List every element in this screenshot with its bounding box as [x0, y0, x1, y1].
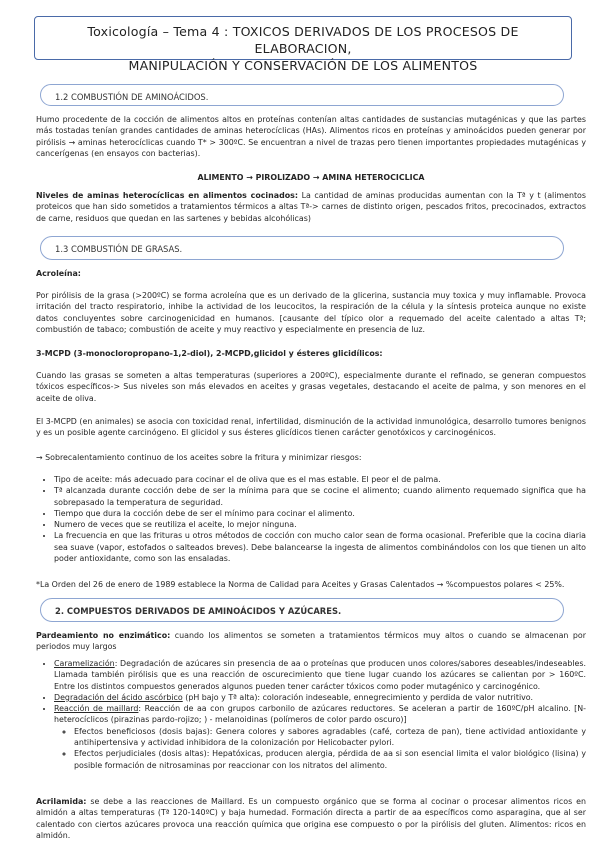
mcpd-paragraph-2: El 3-MCPD (en animales) se asocia con toxicidad renal, infertilidad, disminución de la actividad inmunológica, desarrollo tumores benignos y es un posible agente carcinógeno. El glicidol y sus ésteres glicídicos tienen carácter genotóxicos y carcinogénicos.	[36, 417, 586, 438]
page-title-line1: Toxicología – Tema 4 : TOXICOS DERIVADOS DE LOS PROCESOS DE ELABORACION,	[87, 24, 519, 56]
minimize-risks-line: → Sobrecalentamiento continuo de los aceites sobre la fritura y minimizar riesgos:	[36, 453, 362, 462]
caramelizacion-item: • Caramelización: Degradación de azúcares sin presencia de aa o proteínas que producen unos colores/sabores deseables/indeseables. Llamada también pirólisis que es una reacción de oscurecimiento que tiene lugar cuando los azúcares se calientan por > 160ºC. Entre los distintos compuestos generados algunos pueden tener carácter tóxicos como poder mutagénico y carcinogénico.	[54, 658, 586, 692]
risk-bullet: • Tiempo que dura la cocción debe de ser el mínimo para cocinar el alimento.	[54, 508, 586, 519]
section-1-2-heading: 1.2 COMBUSTIÓN DE AMINOÁCIDOS.	[40, 84, 564, 106]
maillard-item: • Reacción de maillard: Reacción de aa con grupos carbonilo de azúcares reductores. Se aceleran a partir de 160ºC/pH alcalino. [N-heterocíclicos (pirazinas pardo-rojizo; ) - melanoidinas (polímeros de color pardo oscuro)] ◦ Efectos beneficiosos (dosis bajas): Genera colores y sabores agradables (café, corteza de pan), tiene actividad antioxidante y antihipertensiva y actividad inhibidora de la colonización por Helicobacter pylori. ◦ Efectos perjudiciales (dosis altas): Hepatóxicas, producen alergia, pérdida de aa si son esencial limita el valor biológico (lisina) y posible formación de nitrosaminas por reaccionar con los nitratos del alimento.	[54, 703, 586, 771]
mcpd-title: 3-MCPD (3-monocloropropano-1,2-diol), 2-MCPD,glicidol y ésteres glicidílicos:	[36, 349, 383, 358]
oil-norm-footnote: *La Orden del 26 de enero de 1989 establece la Norma de Calidad para Aceites y Grasas Calentados → %compuestos polares < 25%.	[36, 580, 565, 589]
beneficial-effects: ◦ Efectos beneficiosos (dosis bajas): Genera colores y sabores agradables (café, corteza de pan), tiene actividad antioxidante y antihipertensiva y actividad inhibidora de la colonización por Helicobacter pylori.	[74, 726, 586, 749]
pardeamiento-list	[36, 658, 586, 771]
section-1-2-intro: Humo procedente de la cocción de alimentos altos en proteínas contenían altas cantidades de sustancias mutagénicas y que las partes más tostadas tenían grandes cantidades de aminas heterocíclicas (HAs). Alimentos ricos en proteínas y aminoácidos pueden generar por pirólisis → aminas heterocíclicas cuando T* > 300ºC. Se encuentran a nivel de trazas pero tienen importantes propiedades mutagénicas y cancerígenas (en ensayos con bacterias).	[36, 115, 586, 158]
section-2-heading: 2. COMPUESTOS DERIVADOS DE AMINOÁCIDOS Y AZÚCARES.	[40, 598, 564, 622]
pyrolysis-flow: ALIMENTO → PIROLIZADO → AMINA HETEROCICLICA	[197, 173, 425, 182]
page-title-line2: MANIPULACIÓN Y CONSERVACIÓN DE LOS ALIMENTOS	[128, 58, 478, 73]
acroleina-paragraph: Por pirólisis de la grasa (>200ºC) se forma acroleína que es un derivado de la glicerina, sustancia muy toxica y muy inflamable. Provoca irritación del tracto respiratorio, inhibe la actividad de los leucocitos, la respiración de la célula y la síntesis proteica aunque no existe datos concluyentes sobre carcinogenicidad en humanos. [causante del típico olor a requemado del aceite calentado a altas Tª; combustión de tabaco; combustión de aceite y muy reactivo y especialmente en presencia de luz.	[36, 291, 586, 334]
acrilamida-paragraph: Acrilamida: se debe a las reacciones de Maillard. Es un compuesto orgánico que se forma al cocinar o procesar alimentos ricos en almidón a altas temperaturas (Tª 120-140ºC) y baja humedad. Formación directa a partir de aa específicos como asparagina, que al ser calentado con ciertos azúcares provoca una reacción química que origina ese compuesto o por la pirólisis del gluten. Alimentos: ricos en almidón.	[36, 797, 586, 840]
risk-bullet: • Tª alcanzada durante cocción debe de ser la mínima para que se cocine el alimento; cuando alimento requemado significa que ha sobrepasado la temperatura de seguridad.	[54, 485, 586, 508]
acroleina-title: Acroleína:	[36, 269, 81, 278]
mcpd-paragraph-1: Cuando las grasas se someten a altas temperaturas (superiores a 200ºC), especialmente durante el refinado, se generan compuestos tóxicos específicos-> Sus niveles son más elevados en aceites y grasas vegetales, destacando el aceite de palma, y son menores en el aceite de oliva.	[36, 371, 586, 403]
risk-bullet: • La frecuencia en que las frituras u otros métodos de cocción con mucho calor sean de forma ocasional. Preferible que la cocina diaria sea suave (vapor, estofados o salteados breves). Debe balancearse la ingesta de alimentos combinándolos con los que tienen un alto poder antioxidante, como son las ensaladas.	[54, 530, 586, 564]
risk-bullet: • Numero de veces que se reutiliza el aceite, lo mejor ninguna.	[54, 519, 586, 530]
section-1-3-heading: 1.3 COMBUSTIÓN DE GRASAS.	[40, 236, 564, 260]
harmful-effects: ◦ Efectos perjudiciales (dosis altas): Hepatóxicas, producen alergia, pérdida de aa si son esencial limita el valor biológico (lisina) y posible formación de nitrosaminas por reaccionar con los nitratos del alimento.	[74, 748, 586, 771]
title-box	[34, 16, 572, 73]
ascorbic-item: • Degradación del ácido ascórbico (pH bajo y Tª alta): coloración indeseable, ennegrecimiento y perdida de valor nutritivo.	[54, 692, 586, 703]
risk-bullet: • Tipo de aceite: más adecuado para cocinar el de oliva que es el mas estable. El peor el de palma.	[54, 474, 586, 485]
risk-bullet-list	[36, 474, 586, 564]
amine-levels-paragraph: Niveles de aminas heterocíclicas en alimentos cocinados: La cantidad de aminas producidas aumentan con la Tª y t (alimentos proteicos que han sido sometidos a tratamientos térmicos a altas Tª-> carnes de distinto origen, pescados fritos, precocinados, extractos de carne, residuos que quedan en las sartenes y bebidas alcohólicas)	[36, 191, 586, 223]
pardeamiento-paragraph: Pardeamiento no enzimático: cuando los alimentos se someten a tratamientos térmicos muy altos o cuando se almacenan por periodos muy largos	[36, 631, 586, 652]
